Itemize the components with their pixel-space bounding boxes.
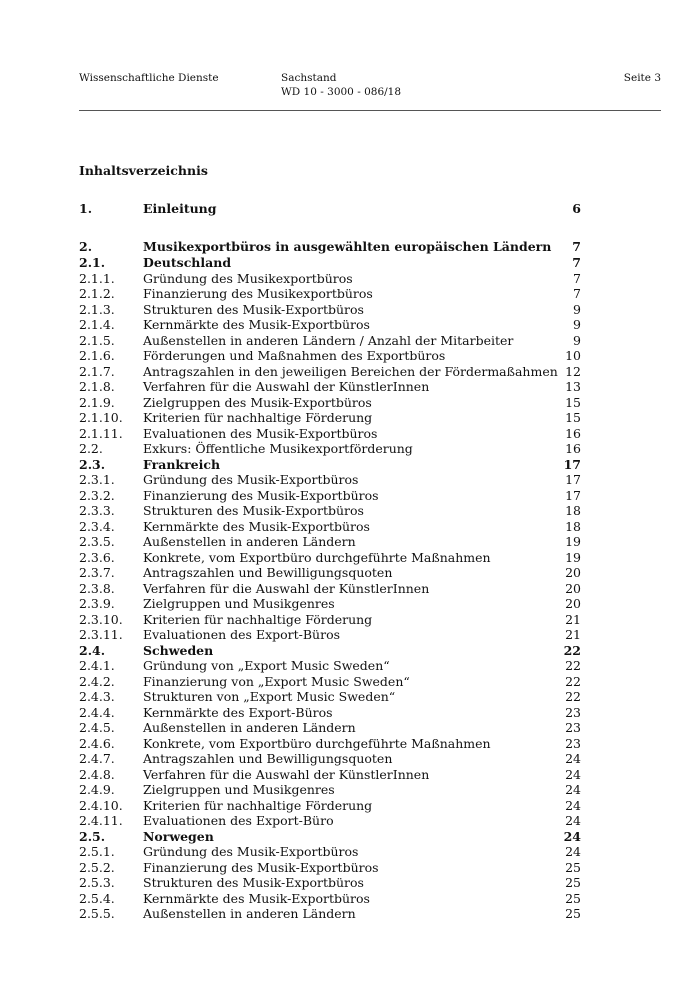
toc-entry-title: Konkrete, vom Exportbüro durchgeführte Maßnahmen — [143, 549, 491, 565]
toc-entry-page: 25 — [565, 890, 581, 906]
toc-entry-number: 2.4.4. — [79, 704, 115, 720]
page-header — [79, 71, 661, 111]
toc-entry-title: Finanzierung des Musikexportbüros — [143, 286, 373, 301]
toc-entry[interactable] — [79, 581, 581, 597]
toc-entry-page: 24 — [565, 766, 581, 782]
toc-entry-number: 2.3.8. — [79, 580, 115, 596]
toc-entry-title: Antragszahlen und Bewilligungsquoten — [143, 565, 393, 580]
toc-entry-page: 7 — [573, 286, 581, 301]
toc-entry[interactable] — [79, 720, 581, 736]
toc-entry-title: Evaluationen des Musik-Exportbüros — [143, 425, 378, 441]
toc-entry-page: 17 — [563, 456, 581, 472]
toc-entry[interactable] — [79, 829, 581, 845]
toc-entry-page: 24 — [565, 751, 581, 766]
toc-entry-title: Zielgruppen und Musikgenres — [143, 596, 335, 611]
toc-entry-number: 2.3.7. — [79, 565, 115, 580]
toc-entry-number: 2.1. — [79, 255, 106, 270]
toc-entry[interactable] — [79, 612, 581, 628]
toc-entry-number: 2.3.5. — [79, 534, 115, 549]
toc-entry[interactable] — [79, 426, 581, 442]
toc-entry-title: Musikexportbüros in ausgewählten europäischen Ländern — [143, 239, 552, 254]
toc-entry-page: 20 — [565, 596, 581, 611]
toc-entry-page: 20 — [565, 565, 581, 580]
toc-entry[interactable] — [79, 472, 581, 488]
toc-entry-title: Kernmärkte des Musik-Exportbüros — [143, 890, 370, 906]
toc-entry-number: 2.1.10. — [79, 410, 123, 425]
toc-entry[interactable] — [79, 200, 581, 217]
toc-entry-page: 18 — [565, 518, 581, 534]
toc-entry-page: 25 — [565, 859, 581, 875]
toc-entry-title: Finanzierung des Musik-Exportbüros — [143, 859, 379, 875]
institution-name: Wissenschaftliche Dienste — [79, 72, 219, 84]
toc-entry-number: 2.5.3. — [79, 875, 115, 890]
toc-entry-title: Kernmärkte des Export-Büros — [143, 704, 333, 720]
toc-entry-page: 15 — [565, 394, 581, 410]
toc-entry-title: Kriterien für nachhaltige Förderung — [143, 410, 373, 425]
document-meta — [281, 71, 401, 99]
toc-entry-number: 2.3.6. — [79, 549, 115, 565]
toc-entry-number: 2.3.9. — [79, 596, 115, 611]
toc-entry-title: Evaluationen des Export-Büros — [143, 627, 341, 642]
toc-entry-number: 2.4.8. — [79, 766, 115, 782]
toc-entry-page: 9 — [573, 301, 581, 317]
toc-entry-title: Strukturen des Musik-Exportbüros — [143, 875, 364, 890]
toc-entry-title: Zielgruppen des Musik-Exportbüros — [143, 394, 372, 410]
toc-entry[interactable] — [79, 596, 581, 612]
toc-entry-page: 7 — [573, 270, 581, 286]
toc-entry-title: Zielgruppen und Musikgenres — [143, 782, 335, 797]
toc-entry[interactable] — [79, 457, 581, 473]
toc-entry-page: 23 — [565, 704, 581, 720]
toc-entry-number: 1. — [79, 201, 93, 216]
toc-entry[interactable] — [79, 364, 581, 380]
toc-entry[interactable] — [79, 302, 581, 318]
document-type: Sachstand — [281, 72, 337, 84]
toc-entry-page: 24 — [565, 782, 581, 797]
toc-entry-title: Einleitung — [143, 201, 217, 216]
toc-entry[interactable] — [79, 844, 581, 860]
toc-entry-number: 2.4.7. — [79, 751, 115, 766]
toc-entry-page: 17 — [565, 487, 581, 503]
toc-entry[interactable] — [79, 519, 581, 535]
toc-entry[interactable] — [79, 255, 581, 271]
toc-entry[interactable] — [79, 565, 581, 581]
toc-entry-page: 15 — [565, 410, 581, 425]
toc-entry[interactable] — [79, 488, 581, 504]
toc-entry-title: Strukturen von „Export Music Sweden“ — [143, 689, 396, 704]
toc-entry[interactable] — [79, 503, 581, 519]
toc-entry-number: 2.1.6. — [79, 348, 115, 363]
toc-entry-number: 2.5.2. — [79, 859, 115, 875]
toc-entry-number: 2.3.3. — [79, 503, 115, 518]
toc-entry-number: 2.5.4. — [79, 890, 115, 906]
toc-entry-number: 2.3.1. — [79, 472, 115, 487]
toc-entry-page: 24 — [563, 828, 581, 844]
toc-entry-page: 23 — [565, 735, 581, 751]
toc-entry-title: Deutschland — [143, 255, 232, 270]
toc-entry[interactable] — [79, 534, 581, 550]
page-number: Seite 3 — [623, 72, 661, 84]
toc-entry[interactable] — [79, 736, 581, 752]
toc-entry-number: 2.1.2. — [79, 286, 115, 301]
toc-entry[interactable] — [79, 674, 581, 690]
toc-entry-page: 6 — [572, 201, 581, 216]
toc-entry-number: 2.1.11. — [79, 425, 123, 441]
toc-entry[interactable] — [79, 550, 581, 566]
toc-entry-title: Frankreich — [143, 456, 221, 472]
toc-entry-title: Antragszahlen und Bewilligungsquoten — [143, 751, 393, 766]
toc-entry-title: Kernmärkte des Musik-Exportbüros — [143, 317, 370, 332]
toc-entry-title: Strukturen des Musik-Exportbüros — [143, 301, 364, 317]
toc-entry[interactable] — [79, 348, 581, 364]
toc-entry-title: Gründung des Musik-Exportbüros — [143, 472, 359, 487]
toc-entry-number: 2.2. — [79, 441, 103, 456]
toc-entry-number: 2.5. — [79, 828, 106, 844]
toc-entry-page: 21 — [565, 627, 581, 642]
toc-entry-page: 21 — [565, 611, 581, 627]
toc-entry[interactable] — [79, 767, 581, 783]
toc-entry-title: Strukturen des Musik-Exportbüros — [143, 503, 364, 518]
toc-entry[interactable] — [79, 395, 581, 411]
toc-entry-page: 22 — [565, 658, 581, 673]
toc-entry-title: Kriterien für nachhaltige Förderung — [143, 611, 373, 627]
toc-entry-number: 2.1.1. — [79, 270, 115, 286]
toc-entry-title: Außenstellen in anderen Ländern — [143, 534, 356, 549]
toc-entry-number: 2.4. — [79, 642, 106, 658]
toc-entry-page: 24 — [565, 844, 581, 859]
toc-entry-title: Schweden — [143, 642, 214, 658]
toc-entry[interactable] — [79, 410, 581, 426]
toc-entry-page: 19 — [565, 549, 581, 565]
toc-entry-number: 2.3.2. — [79, 487, 115, 503]
toc-entry[interactable] — [79, 751, 581, 767]
toc-entry-page: 12 — [565, 363, 581, 379]
toc-entry-number: 2.1.4. — [79, 317, 115, 332]
toc-entry-title: Gründung von „Export Music Sweden“ — [143, 658, 390, 673]
toc-entry-page: 25 — [565, 906, 581, 921]
toc-entry-number: 2.4.11. — [79, 813, 123, 828]
toc-entry[interactable] — [79, 379, 581, 395]
toc-entry-title: Verfahren für die Auswahl der KünstlerInnen — [143, 379, 430, 394]
toc-entry-title: Außenstellen in anderen Ländern — [143, 906, 356, 921]
toc-entry[interactable] — [79, 238, 581, 255]
toc-entry-page: 22 — [565, 673, 581, 689]
toc-entry-page: 9 — [573, 317, 581, 332]
toc-entry-title: Evaluationen des Export-Büro — [143, 813, 334, 828]
toc-entry-title: Finanzierung von „Export Music Sweden“ — [143, 673, 410, 689]
toc-entry-page: 17 — [565, 472, 581, 487]
toc-entry-page: 19 — [565, 534, 581, 549]
toc-entry[interactable] — [79, 627, 581, 643]
header-divider — [79, 110, 661, 111]
toc-entry-page: 18 — [565, 503, 581, 518]
toc-entry-number: 2.3. — [79, 456, 106, 472]
toc-entry-number: 2.1.7. — [79, 363, 115, 379]
toc-entry-page: 16 — [565, 441, 581, 456]
toc-entry-title: Verfahren für die Auswahl der KünstlerInnen — [143, 580, 430, 596]
toc-entry-page: 7 — [572, 239, 581, 254]
toc-entry[interactable] — [79, 705, 581, 721]
toc-entry[interactable] — [79, 891, 581, 907]
toc-entry-number: 2.3.10. — [79, 611, 123, 627]
toc-entry-number: 2.4.9. — [79, 782, 115, 797]
toc-entry-page: 9 — [573, 332, 581, 348]
toc-entry-page: 20 — [565, 580, 581, 596]
toc-entry[interactable] — [79, 271, 581, 287]
toc-entry[interactable] — [79, 317, 581, 333]
toc-entry-page: 23 — [565, 720, 581, 735]
toc-entry-title: Kernmärkte des Musik-Exportbüros — [143, 518, 370, 534]
document-number: WD 10 - 3000 - 086/18 — [281, 86, 402, 98]
toc-entry-title: Finanzierung des Musik-Exportbüros — [143, 487, 379, 503]
toc-entry[interactable] — [79, 798, 581, 814]
toc-entry-title: Konkrete, vom Exportbüro durchgeführte Maßnahmen — [143, 735, 491, 751]
toc-entry-number: 2.1.8. — [79, 379, 115, 394]
toc-entry-title: Verfahren für die Auswahl der KünstlerInnen — [143, 766, 430, 782]
toc-entry-title: Förderungen und Maßnahmen des Exportbüros — [143, 348, 446, 363]
toc-entry-number: 2.4.3. — [79, 689, 115, 704]
toc-entry-page: 24 — [565, 797, 581, 813]
toc-entry-title: Außenstellen in anderen Ländern — [143, 720, 356, 735]
toc-entry-number: 2.4.5. — [79, 720, 115, 735]
toc-entry-number: 2.4.10. — [79, 797, 123, 813]
toc-title: Inhaltsverzeichnis — [79, 163, 208, 178]
toc-entry-title: Außenstellen in anderen Ländern / Anzahl der Mitarbeiter — [143, 332, 514, 348]
toc-entry-page: 25 — [565, 875, 581, 890]
table-of-contents — [79, 200, 581, 922]
toc-entry-page: 10 — [565, 348, 581, 363]
toc-entry-number: 2.4.6. — [79, 735, 115, 751]
toc-entry[interactable] — [79, 689, 581, 705]
toc-entry-page: 22 — [563, 642, 581, 658]
toc-entry-page: 13 — [565, 379, 581, 394]
toc-entry-page: 16 — [565, 425, 581, 441]
toc-entry-title: Gründung des Musik-Exportbüros — [143, 844, 359, 859]
toc-entry[interactable] — [79, 658, 581, 674]
toc-entry-number: 2.1.5. — [79, 332, 115, 348]
toc-entry[interactable] — [79, 813, 581, 829]
toc-entry-number: 2.5.5. — [79, 906, 115, 921]
toc-entry-number: 2.3.11. — [79, 627, 123, 642]
toc-entry[interactable] — [79, 333, 581, 349]
toc-entry-number: 2. — [79, 239, 93, 254]
toc-entry-number: 2.4.1. — [79, 658, 115, 673]
toc-entry-page: 24 — [565, 813, 581, 828]
toc-entry-title: Norwegen — [143, 828, 214, 844]
toc-entry-page: 22 — [565, 689, 581, 704]
toc-entry[interactable] — [79, 906, 581, 922]
toc-entry-number: 2.3.4. — [79, 518, 115, 534]
toc-entry-title: Kriterien für nachhaltige Förderung — [143, 797, 373, 813]
toc-entry[interactable] — [79, 860, 581, 876]
toc-entry-page: 7 — [572, 255, 581, 270]
toc-entry-number: 2.4.2. — [79, 673, 115, 689]
toc-entry-number: 2.1.9. — [79, 394, 115, 410]
toc-entry[interactable] — [79, 782, 581, 798]
toc-entry-title: Antragszahlen in den jeweiligen Bereichen der Fördermaßahmen — [143, 363, 558, 379]
toc-entry[interactable] — [79, 643, 581, 659]
toc-entry[interactable] — [79, 286, 581, 302]
toc-entry-title: Exkurs: Öffentliche Musikexportförderung — [143, 441, 413, 456]
toc-entry[interactable] — [79, 441, 581, 457]
toc-entry-number: 2.1.3. — [79, 301, 115, 317]
toc-entry-title: Gründung des Musikexportbüros — [143, 270, 353, 286]
toc-entry[interactable] — [79, 875, 581, 891]
toc-entry-number: 2.5.1. — [79, 844, 115, 859]
